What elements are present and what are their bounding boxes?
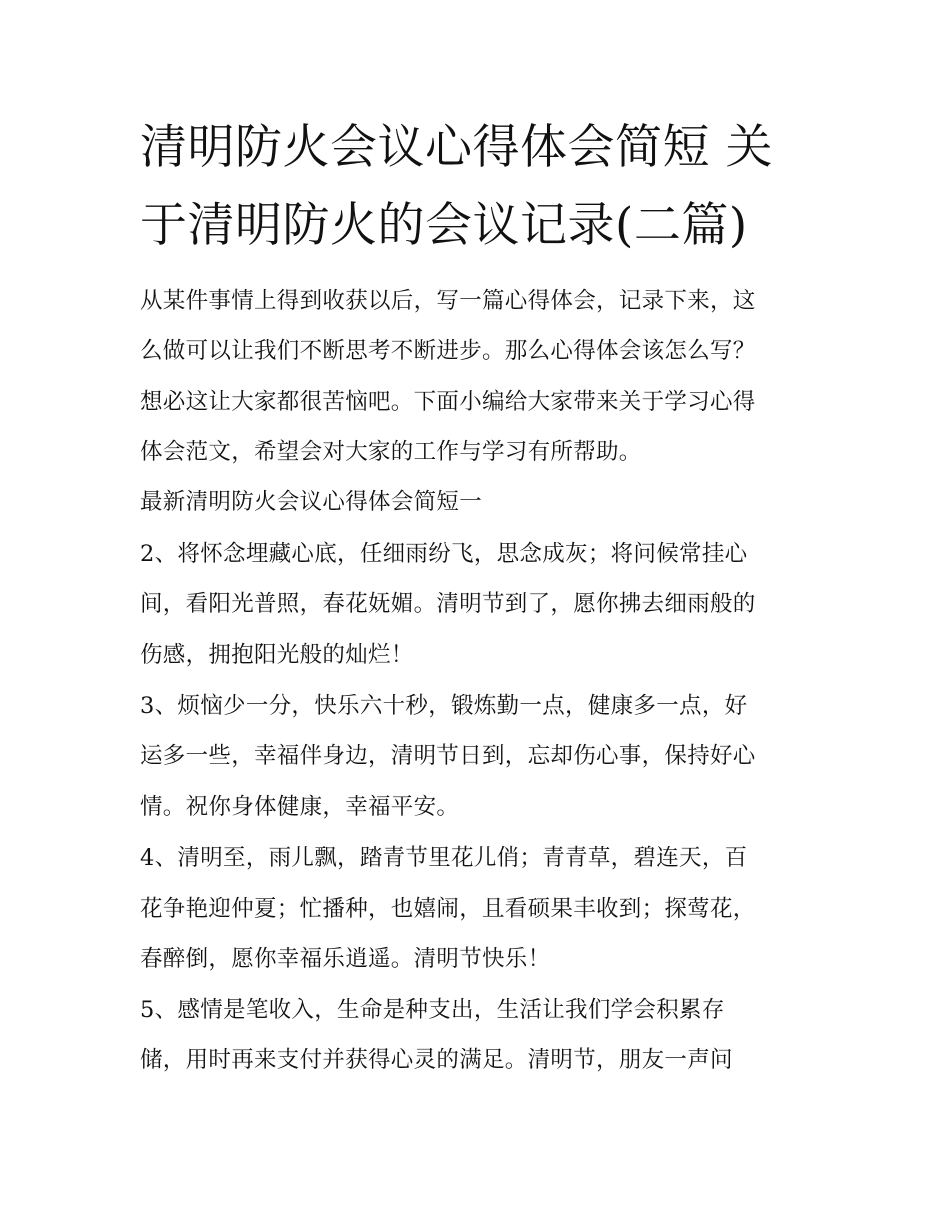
body-line-16: 储，用时再来支付并获得心灵的满足。清明节，朋友一声问	[140, 1047, 733, 1073]
body-line-9: 3、烦恼少一分，快乐六十秒，锻炼勤一点，健康多一点，好	[140, 693, 748, 719]
body-line-6: 2、将怀念埋藏心底，任细雨纷飞，思念成灰；将问候常挂心	[140, 541, 748, 567]
body-line-10: 运多一些，幸福伴身边，清明节日到，忘却伤心事，保持好心	[140, 743, 756, 769]
body-line-15: 5、感情是笔收入，生命是种支出，生活让我们学会积累存	[140, 997, 725, 1023]
body-line-13: 花争艳迎仲夏；忙播种，也嬉闹，且看硕果丰收到；探莺花，	[140, 896, 756, 922]
body-line-12: 4、清明至，雨儿飘，踏青节里花儿俏；青青草，碧连天，百	[140, 845, 748, 871]
body-line-2: 么做可以让我们不断思考不断进步。那么心得体会该怎么写？	[140, 338, 756, 364]
body-line-14: 春醉倒，愿你幸福乐逍遥。清明节快乐！	[140, 946, 551, 972]
body-line-11: 情。祝你身体健康，幸福平安。	[140, 794, 460, 820]
body-line-3: 想必这让大家都很苦恼吧。下面小编给大家带来关于学习心得	[140, 389, 756, 415]
body-line-8: 伤感，拥抱阳光般的灿烂！	[140, 642, 414, 668]
body-line-1: 从某件事情上得到收获以后，写一篇心得体会，记录下来，这	[140, 288, 756, 314]
section-heading: 最新清明防火会议心得体会简短一	[140, 489, 483, 515]
document-title-line-1: 清明防火会议心得体会简短 关	[140, 120, 773, 175]
document-title-line-2: 于清明防火的会议记录(二篇)	[140, 198, 748, 253]
body-line-4: 体会范文，希望会对大家的工作与学习有所帮助。	[140, 439, 642, 465]
body-line-7: 间，看阳光普照，春花妩媚。清明节到了，愿你拂去细雨般的	[140, 591, 756, 617]
